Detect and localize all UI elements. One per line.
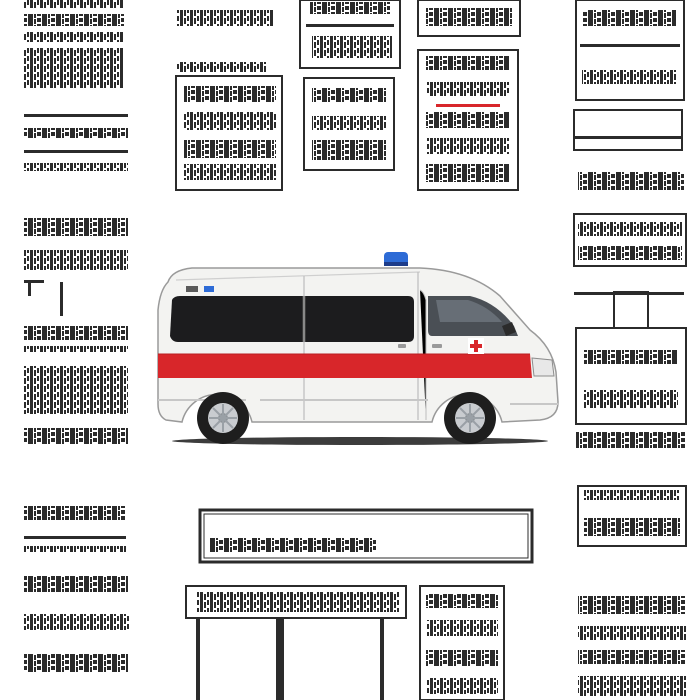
doodle-f: [300, 0, 400, 68]
doodle-h: [176, 62, 282, 190]
doodle-l: [574, 110, 684, 190]
doodle-i: [304, 78, 394, 170]
rear-marker: [186, 286, 198, 292]
doodle-p: [578, 596, 686, 696]
doodle-k: [576, 0, 684, 100]
doodle-b: [24, 114, 128, 171]
doodle-n: [574, 292, 686, 448]
doodle-q: [200, 510, 532, 562]
doodle-s: [420, 586, 504, 700]
doodle-g: [418, 0, 520, 36]
doodle-c: [24, 218, 128, 444]
doodle-e: [176, 10, 274, 26]
doodle-d: [24, 506, 130, 672]
doodle-r: [186, 586, 406, 700]
ambulance-van: [158, 252, 558, 445]
rear-wheel: [197, 392, 249, 444]
doodle-m: [574, 214, 686, 266]
side-windows: [170, 296, 414, 342]
red-cross-emblem: [468, 338, 484, 354]
front-wheel: [444, 392, 496, 444]
red-stripe: [158, 354, 532, 378]
rear-marker-blue: [204, 286, 214, 292]
doodle-o: [578, 486, 686, 546]
doodle-j: [418, 50, 518, 190]
doodle-a: [24, 0, 124, 88]
headlight: [532, 358, 554, 376]
